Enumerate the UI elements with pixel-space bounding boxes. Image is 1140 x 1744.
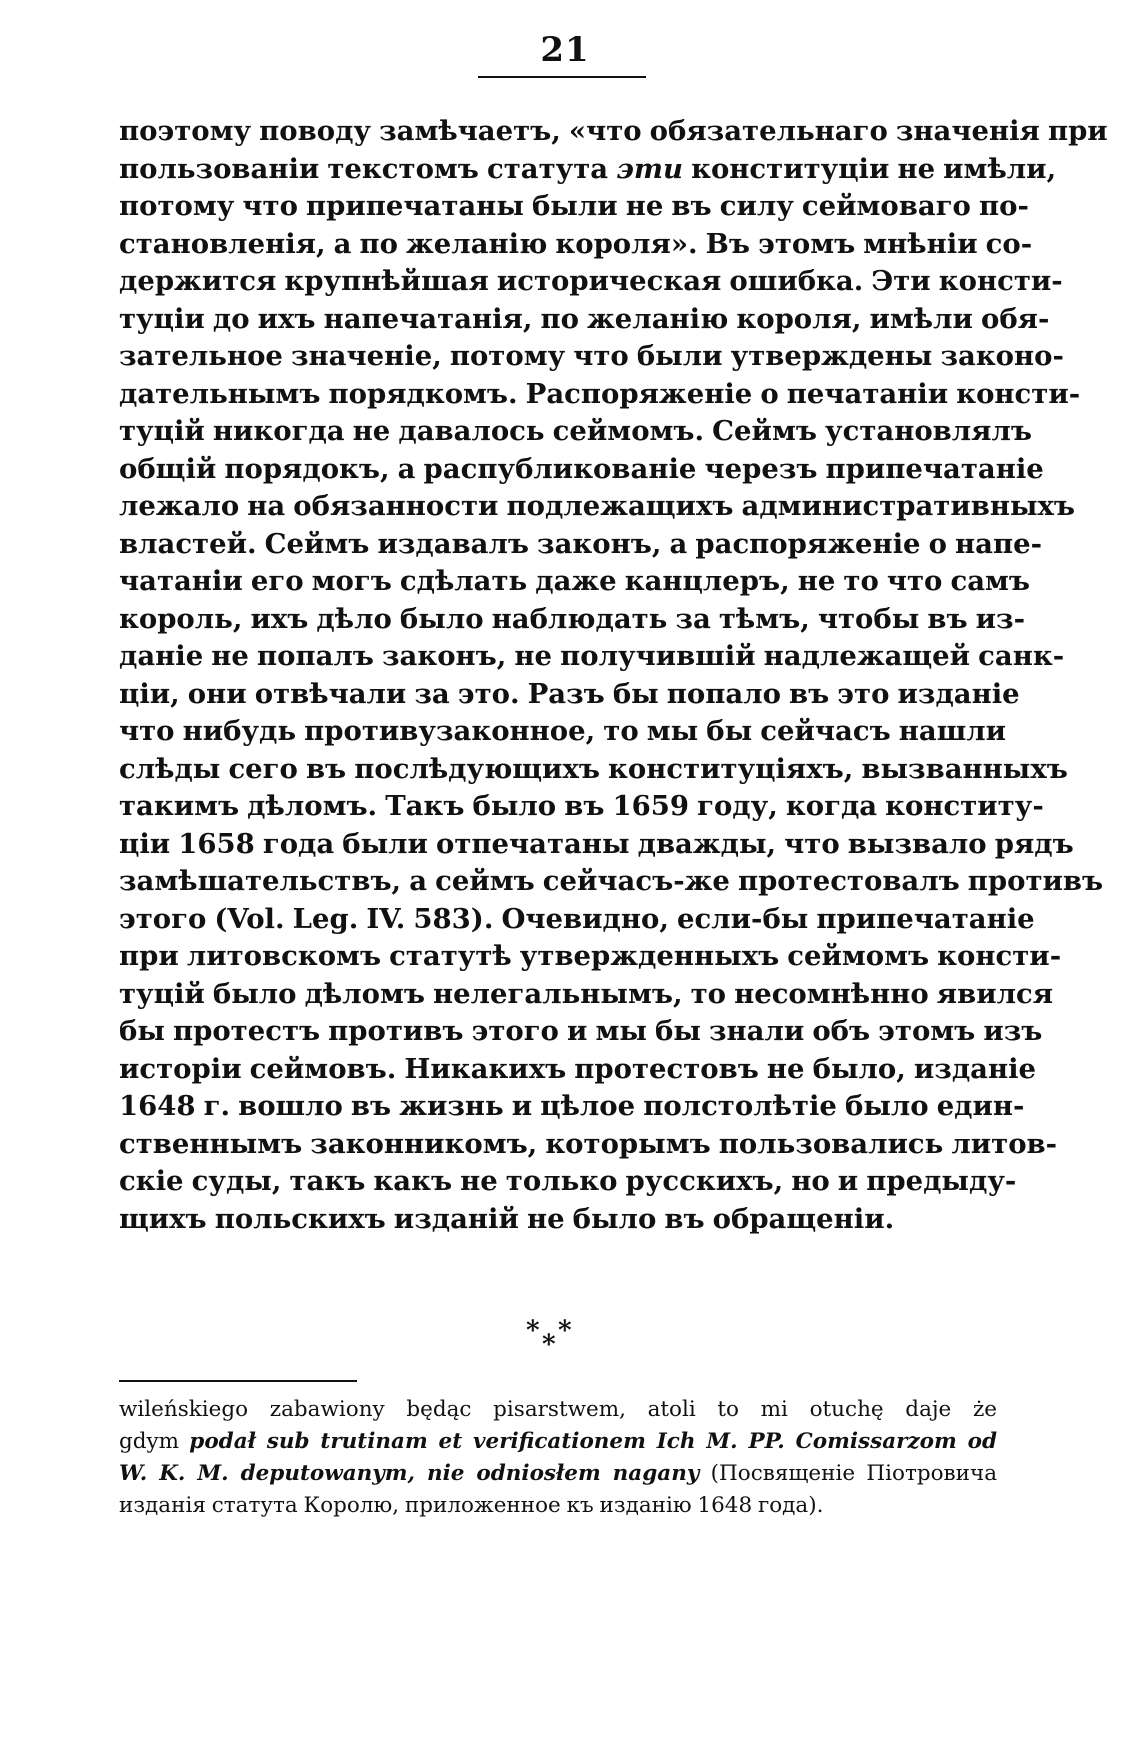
asterisk: * (526, 1316, 540, 1346)
footnote-line (119, 1458, 997, 1490)
footnote-line-last: изданія статута Королю, приложенное къ изданію 1648 года). (119, 1493, 824, 1518)
body-line: исторіи сеймовъ. Никакихъ протестовъ не было, изданіе (119, 1052, 1037, 1085)
body-line: замѣшательствъ, а сеймъ сейчасъ-же протестовалъ противъ (119, 865, 1104, 897)
body-line: этого (Vol. Leg. IV. 583). Очевидно, если-бы припечатаніе (119, 902, 1035, 935)
footnote-line: wileńskiego zabawiony będąc pisarstwem, atoli to mi otuchę daje że (119, 1397, 997, 1422)
body-line: туцій было дѣломъ нелегальнымъ, то несомнѣнно явился (119, 977, 1054, 1010)
body-line: туцій никогда не давалось сеймомъ. Сеймъ установлялъ (119, 415, 1032, 447)
footnote-rule (119, 1380, 357, 1382)
footnote-italic-segment: podał sub trutinam et verificationem Ich M. PP. Comissarzom od (189, 1429, 997, 1454)
footnote-italic-segment: W. K. M. deputowanym, nie odniosłem nagany (119, 1461, 700, 1486)
body-line: при литовскомъ статутѣ утвержденныхъ сеймомъ консти- (119, 940, 1062, 972)
page-number-rule (478, 76, 646, 78)
asterisk: * (542, 1330, 556, 1360)
body-line: дательнымъ порядкомъ. Распоряженіе о печатаніи консти- (119, 377, 1081, 410)
footnote-line (119, 1426, 997, 1458)
body-line: властей. Сеймъ издавалъ законъ, а распоряженіе о напе- (119, 527, 1043, 560)
asterism (518, 1316, 588, 1366)
body-line: слѣды сего въ послѣдующихъ конституціяхъ, вызванныхъ (119, 752, 1068, 785)
body-line: ціи, они отвѣчали за это. Разъ бы попало въ это изданіе (119, 677, 1020, 710)
body-line: 1648 г. вошло въ жизнь и цѣлое полстолѣтіе было един- (119, 1090, 1025, 1122)
body-line: такимъ дѣломъ. Такъ было въ 1659 году, когда конститу- (119, 790, 1044, 822)
body-line: держится крупнѣйшая историческая ошибка. Эти консти- (119, 265, 1063, 297)
body-line-last: щихъ польскихъ изданій не было въ обращеніи. (119, 1202, 895, 1235)
body-line: становленія, а по желанію короля». Въ этомъ мнѣніи со- (119, 227, 1033, 260)
page-number: 21 (540, 30, 590, 70)
body-line: туціи до ихъ напечатанія, по желанію короля, имѣли обя- (119, 302, 1050, 335)
asterisk: * (558, 1316, 572, 1346)
body-line (119, 151, 1057, 189)
italic-word: эти (616, 152, 683, 185)
body-line: ціи 1658 года были отпечатаны дважды, что вызвало рядъ (119, 827, 1074, 860)
main-text (119, 113, 1108, 1238)
body-line-segment: конституціи не имѣли, (691, 152, 1057, 185)
body-line: лежало на обязанности подлежащихъ административныхъ (119, 490, 1076, 522)
footnote (119, 1394, 997, 1522)
footnote-segment: gdym (119, 1429, 180, 1454)
body-line: ственнымъ законникомъ, которымъ пользовались литов- (119, 1127, 1058, 1160)
body-line: поэтому поводу замѣчаетъ, «что обязательнаго значенія при (119, 115, 1108, 147)
body-line: даніе не попалъ законъ, не получившій надлежащей санк- (119, 640, 1065, 672)
body-line: король, ихъ дѣло было наблюдать за тѣмъ, чтобы въ из- (119, 602, 1026, 635)
body-line: бы протестъ противъ этого и мы бы знали объ этомъ изъ (119, 1015, 1043, 1047)
body-line: что нибудь противузаконное, то мы бы сейчасъ нашли (119, 715, 1007, 747)
footnote-segment: (Посвященіе Піотровича (710, 1461, 998, 1486)
body-line: чатаніи его могъ сдѣлать даже канцлеръ, не то что самъ (119, 565, 1031, 597)
body-line: скіе суды, такъ какъ не только русскихъ, но и предыду- (119, 1165, 1017, 1197)
body-line: общій порядокъ, а распубликованіе черезъ припечатаніе (119, 452, 1044, 485)
body-line: зательное значеніе, потому что были утверждены законо- (119, 340, 1064, 372)
body-line-segment: пользованіи текстомъ статута (119, 152, 609, 185)
body-line: потому что припечатаны были не въ силу сеймоваго по- (119, 190, 1029, 222)
